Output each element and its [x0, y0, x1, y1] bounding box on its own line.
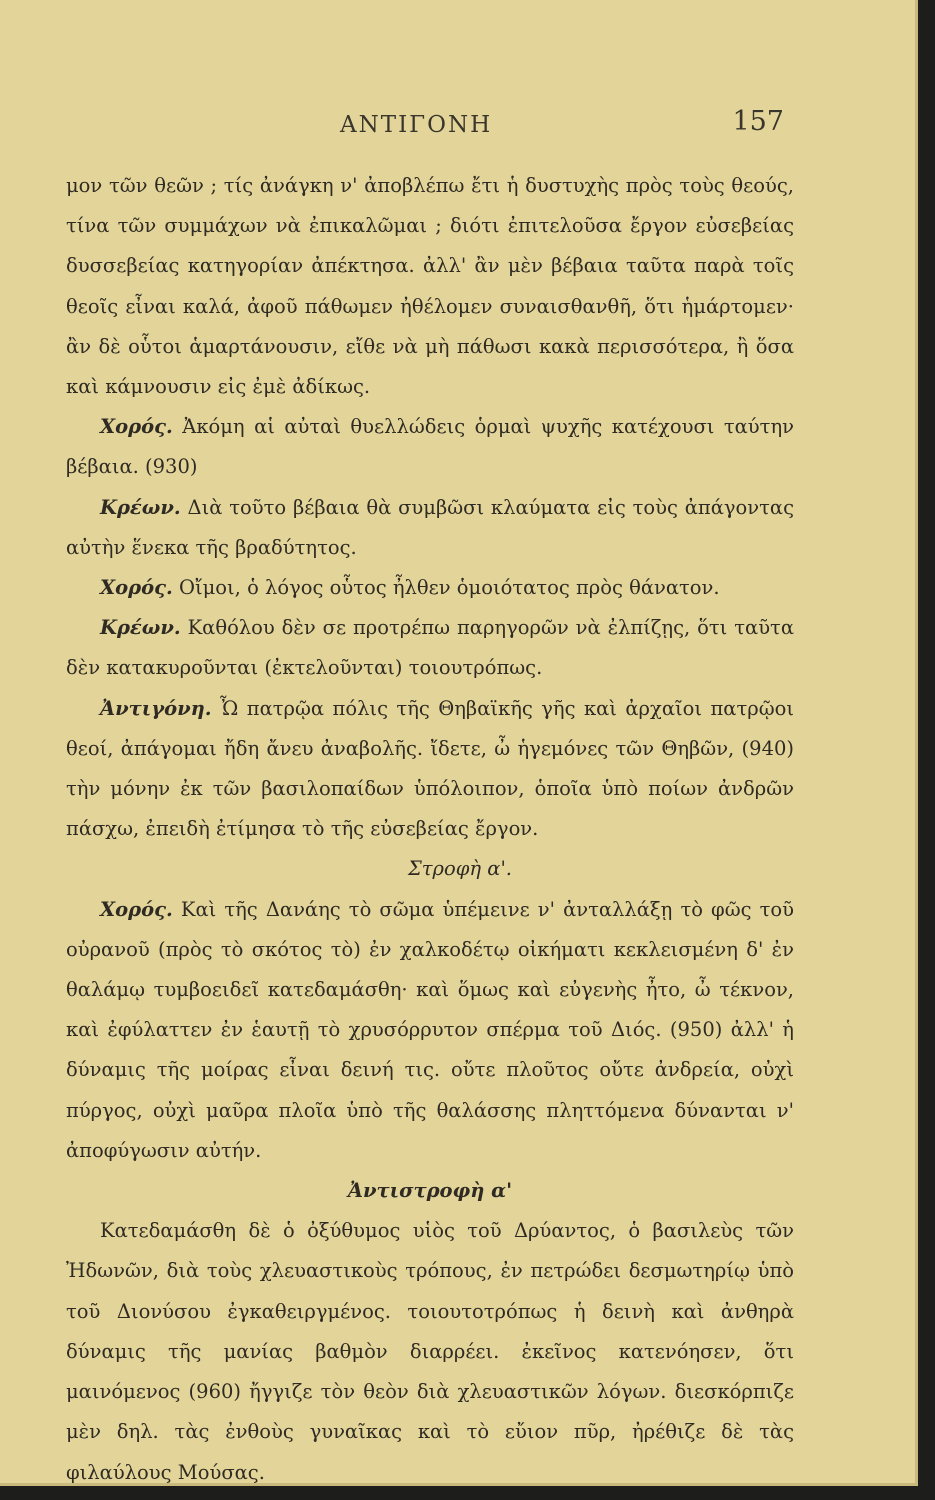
- paragraph-text: Διὰ τοῦτο βέβαια θὰ συμβῶσι κλαύματα εἰς τοὺς ἀπάγοντας αὐτὴν ἕνεκα τῆς βραδύτητος.: [66, 495, 794, 559]
- speaker-name: Κρέων.: [100, 616, 181, 640]
- paragraph-text: μον τῶν θεῶν ; τίς ἀνάγκη ν' ἀποβλέπω ἔτι ἡ δυστυχὴς πρὸς τοὺς θεούς, τίνα τῶν συμμάχων νὰ ἐπικαλῶμαι ; διότι ἐπιτελοῦσα ἔργον εὐσεβείας δυσσεβείας κατηγορίαν ἀπέκτησα. ἀλλ' ἂν μὲν βέβαια ταῦτα παρὰ τοῖς θεοῖς εἶναι καλά, ἀφοῦ πάθωμεν ἠθέλομεν συναισθανθῆ, ὅτι ἡμάρτομεν· ἂν δὲ οὗτοι ἁμαρτάνουσιν, εἴθε νὰ μὴ πάθωσι κακὰ περισσότερα, ἢ ὅσα καὶ κάμνουσιν εἰς ἐμὲ ἀδίκως.: [66, 174, 794, 399]
- speaker-name: Χορός.: [100, 415, 173, 439]
- speaker-name: Χορός.: [100, 897, 173, 921]
- dialogue-paragraph: [66, 689, 794, 850]
- dialogue-paragraph: [66, 890, 794, 1171]
- dialogue-paragraph: [66, 608, 794, 688]
- section-heading-strophe: Στροφὴ α'.: [407, 857, 513, 881]
- speaker-name: Ἀντιγόνη.: [100, 696, 212, 720]
- paragraph-text: Καὶ τῆς Δανάης τὸ σῶμα ὑπέμεινε ν' ἀνταλλάξῃ τὸ φῶς τοῦ οὐρανοῦ (πρὸς τὸ σκότος τὸ) ἐν χαλκοδέτῳ οἰκήματι κεκλεισμένη δ' ἐν θαλάμῳ τυμβοειδεῖ κατεδαμάσθη· καὶ ὅμως καὶ εὐγενὴς ἦτο, ὦ τέκνον, καὶ ἐφύλαττεν ἐν ἑαυτῇ τὸ χρυσόρρυτον σπέρμα τοῦ Διός. (950) ἀλλ' ἡ δύναμις τῆς μοίρας εἶναι δεινή τις. οὔτε πλοῦτος οὔτε ἀνδρεία, οὐχὶ πύργος, οὐχὶ μαῦρα πλοῖα ὑπὸ τῆς θαλάσσης πληττόμενα δύνανται ν' ἀποφύγωσιν αὐτήν.: [66, 897, 794, 1162]
- paragraph-text: Ὦ πατρῷα πόλις τῆς Θηβαϊκῆς γῆς καὶ ἀρχαῖοι πατρῷοι θεοί, ἀπάγομαι ἤδη ἄνευ ἀναβολῆς. ἴδετε, ὦ ἡγεμόνες τῶν Θηβῶν, (940) τὴν μόνην ἐκ τῶν βασιλοπαίδων ὑπόλοιπον, ὁποῖα ὑπὸ ποίων ἀνδρῶν πάσχω, ἐπειδὴ ἐτίμησα τὸ τῆς εὐσεβείας ἔργον.: [66, 696, 795, 841]
- speaker-name: Κρέων.: [100, 495, 181, 519]
- page-number: 157: [732, 106, 784, 137]
- paragraph: [66, 1211, 794, 1486]
- paragraph-text: Οἴμοι, ὁ λόγος οὗτος ἦλθεν ὁμοιότατος πρὸς θάνατον.: [178, 576, 720, 600]
- section-heading-antistrophe: Ἀντιστροφὴ α': [347, 1179, 513, 1203]
- paragraph-continuation: [66, 166, 794, 407]
- paragraph-text: Καθόλου δὲν σε προτρέπω παρηγορῶν νὰ ἐλπίζῃς, ὅτι ταῦτα δὲν κατακυροῦνται (ἐκτελοῦνται) τοιουτρόπως.: [66, 616, 794, 680]
- dialogue-paragraph: [66, 488, 794, 568]
- dialogue-paragraph: [66, 568, 794, 608]
- dialogue-paragraph: [66, 407, 794, 487]
- page-header: [0, 106, 918, 142]
- paragraph-text: Ἀκόμη αἱ αὐταὶ θυελλώδεις ὁρμαὶ ψυχῆς κατέχουσι ταύτην βέβαια. (930): [66, 415, 794, 479]
- speaker-name: Χορός.: [100, 576, 173, 600]
- body-text: [66, 166, 794, 1486]
- paragraph-text: Κατεδαμάσθη δὲ ὁ ὀξύθυμος υἱὸς τοῦ Δρύαντος, ὁ βασιλεὺς τῶν Ἠδωνῶν, διὰ τοὺς χλευαστικοὺς τρόπους, ἐν πετρώδει δεσμωτηρίῳ ὑπὸ τοῦ Διονύσου ἐγκαθειργμένος. τοιουτοτρόπως ἡ δεινὴ καὶ ἀνθηρὰ δύναμις τῆς μανίας βαθμὸν διαρρέει. ἐκεῖνος κατενόησεν, ὅτι μαινόμενος (960) ἤγγιζε τὸν θεὸν διὰ χλευαστικῶν λόγων. διεσκόρπιζε μὲν δηλ. τὰς ἐνθοὺς γυναῖκας καὶ τὸ εὔιον πῦρ, ἠρέθιζε δὲ τὰς φιλαύλους Μούσας.: [66, 1219, 794, 1484]
- running-title: ΑΝΤΙΓΟΝΗ: [340, 112, 493, 138]
